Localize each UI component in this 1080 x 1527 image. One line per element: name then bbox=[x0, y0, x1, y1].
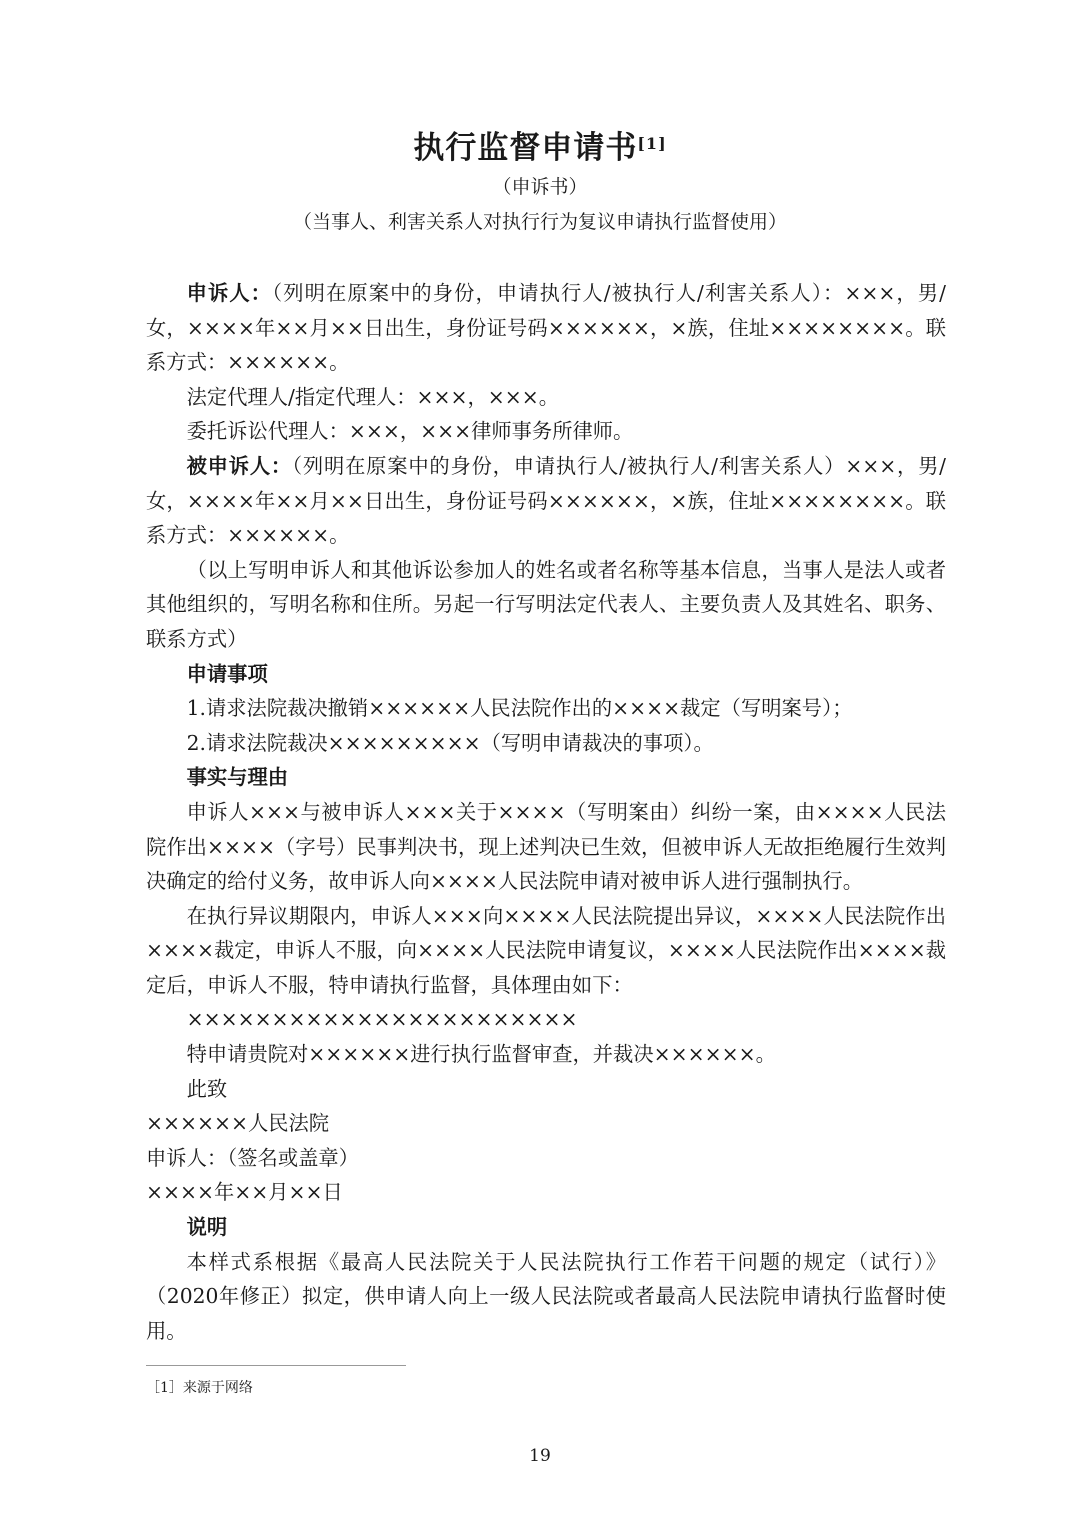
footnote-divider bbox=[146, 1365, 406, 1366]
paragraph-text: （列明在原案中的身份，申请执行人/被执行人/利害关系人）×××，男/女，××××年××月××日出生，身份证号码××××××，×族，住址××××××××。联系方式：××××××。 bbox=[146, 453, 946, 548]
appellant-paragraph bbox=[146, 276, 946, 380]
paragraph-text: （列明在原案中的身份，申请执行人/被执行人/利害关系人）：×××，男/女，××××年××月××日出生，身份证号码××××××，×族，住址××××××××。联系方式：××××××。 bbox=[146, 281, 946, 375]
closing-salutation: 此致 bbox=[186, 1076, 228, 1101]
title-footnote-mark: [1] bbox=[637, 134, 667, 153]
legal-agent-paragraph bbox=[146, 380, 946, 415]
facts-paragraph: 申诉人×××与被申诉人×××关于××××（写明案由）纠纷一案，由××××人民法院作出××××（字号）民事判决书，现上述判决已生效，但被申诉人无故拒绝履行生效判决确定的给付义务，故申诉人向××××人民法院申请对被申诉人进行强制执行。 bbox=[146, 799, 946, 894]
title-text: 执行监督申请书 bbox=[413, 130, 638, 166]
footnote: ［1］来源于网络 bbox=[146, 1380, 253, 1396]
respondent-paragraph bbox=[146, 449, 946, 553]
date-line: ××××年××月××日 bbox=[146, 1180, 343, 1205]
document-subtitle: （申诉书） bbox=[492, 176, 588, 198]
court-name: ××××××人民法院 bbox=[146, 1111, 330, 1136]
paragraph-text: 法定代理人/指定代理人：×××，×××。 bbox=[186, 384, 560, 409]
document-body bbox=[146, 276, 946, 1348]
page-number: 19 bbox=[529, 1446, 551, 1466]
signature-line: 申诉人：（签名或盖章） bbox=[146, 1145, 359, 1170]
paragraph-lead: 申诉人： bbox=[186, 281, 273, 305]
facts-paragraph: ××××××××××××××××××××××× bbox=[186, 1007, 578, 1032]
facts-paragraph: 在执行异议期限内，申诉人×××向××××人民法院提出异议，××××人民法院作出××××裁定，申诉人不服，向××××人民法院申请复议，××××人民法院作出××××裁定后，申诉人不服，特申请执行监督，具体理由如下： bbox=[146, 903, 946, 997]
request-item: 1.请求法院裁决撤销××××××人民法院作出的××××裁定（写明案号）； bbox=[186, 696, 853, 721]
section-heading-request: 申请事项 bbox=[186, 661, 268, 686]
section-heading-facts: 事实与理由 bbox=[186, 765, 289, 790]
litigation-agent-paragraph bbox=[146, 414, 946, 449]
facts-paragraph: 特申请贵院对××××××进行执行监督审查，并裁决××××××。 bbox=[186, 1042, 776, 1067]
note-paragraph: 本样式系根据《最高人民法院关于人民法院执行工作若干问题的规定（试行）》（2020年修正）拟定，供申请人向上一级人民法院或者最高人民法院申请执行监督时使用。 bbox=[146, 1249, 946, 1343]
paragraph-lead: 被申诉人： bbox=[186, 453, 292, 478]
section-heading-note: 说明 bbox=[186, 1215, 228, 1240]
document-title bbox=[0, 126, 1080, 170]
instruction-paragraph bbox=[146, 553, 946, 657]
usage-note: （当事人、利害关系人对执行行为复议申请执行监督使用） bbox=[292, 211, 787, 233]
paragraph-text: （以上写明申诉人和其他诉讼参加人的姓名或者名称等基本信息，当事人是法人或者其他组织的，写明名称和住所。另起一行写明法定代表人、主要负责人及其姓名、职务、联系方式） bbox=[146, 557, 946, 651]
request-item: 2.请求法院裁决×××××××××（写明申请裁决的事项）。 bbox=[186, 730, 714, 755]
paragraph-text: 委托诉讼代理人：×××，×××律师事务所律师。 bbox=[186, 419, 634, 444]
